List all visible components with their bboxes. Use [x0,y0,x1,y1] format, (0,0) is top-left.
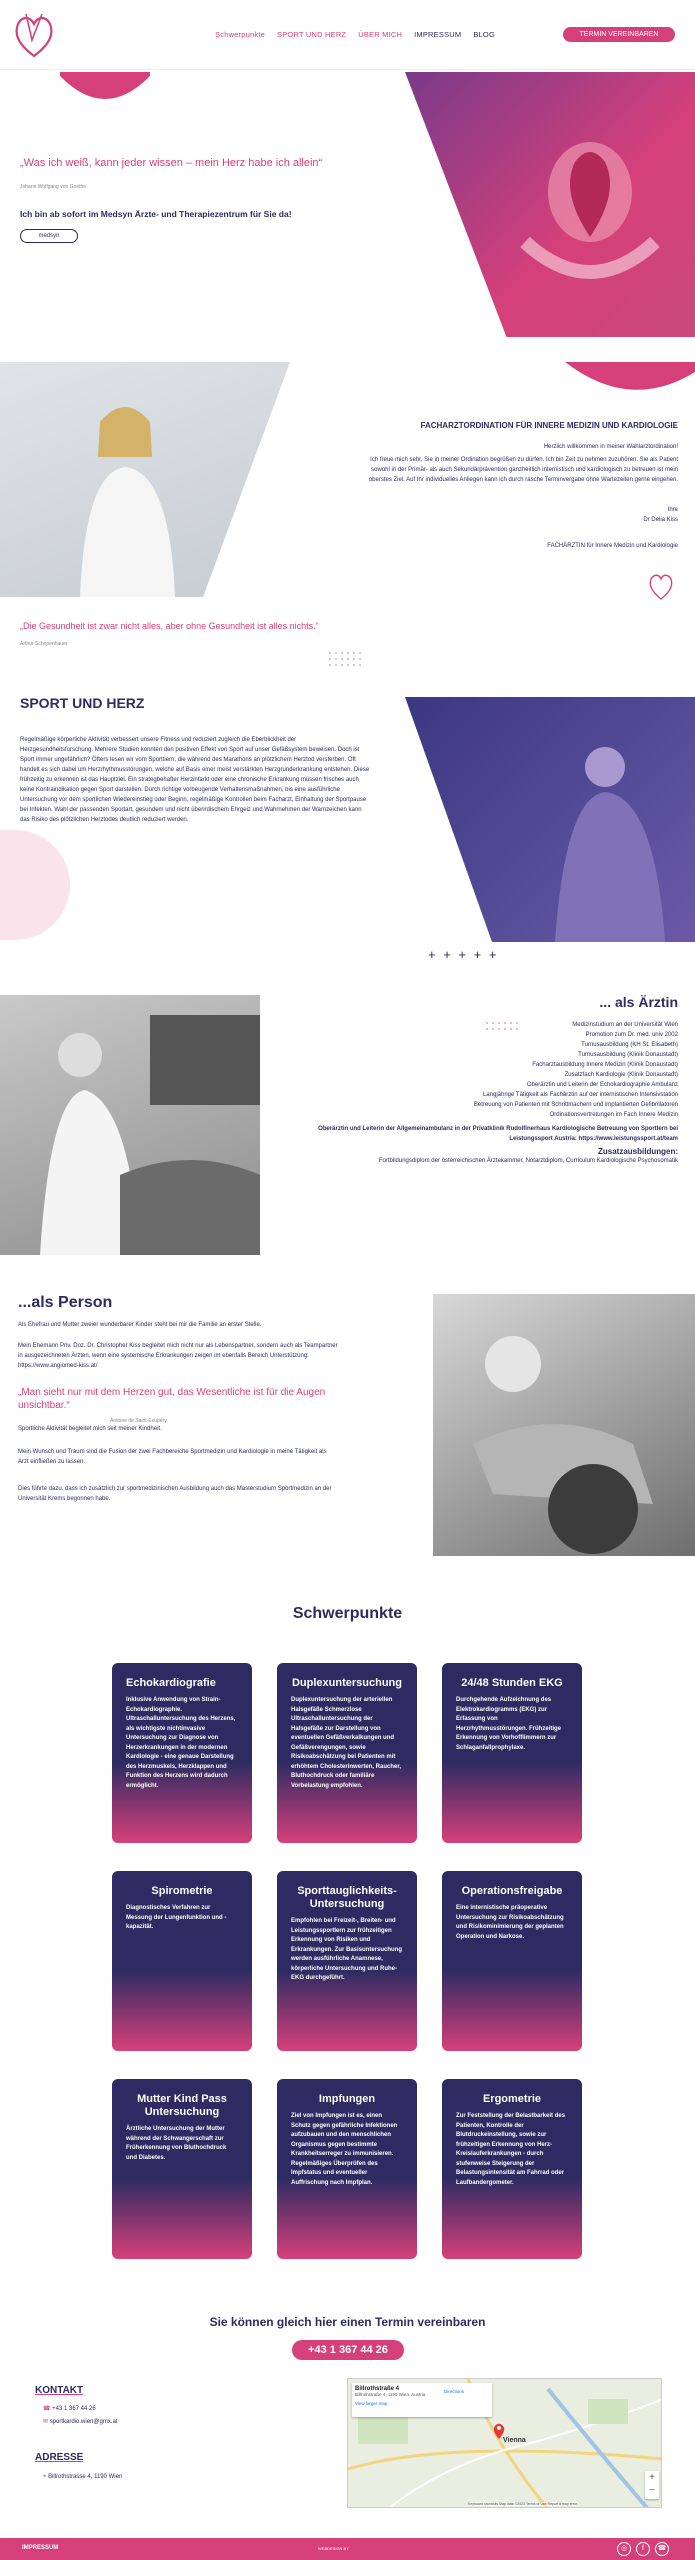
doctor-current-position[interactable]: Oberärztin und Leiterin der Allgemeinambulanz in der Privatklinik Rudolfinerhaus Kardiologische Betreuung von Sportlern bei Leistungssport Austria: https://www.leistungssport.at/team [318,1126,678,1142]
location-pin-icon: ⌖ [43,2474,47,2480]
map-marker-icon[interactable] [493,2423,505,2439]
top-navigation [0,0,695,70]
career-line: Oberärztin und Leiterin der Echokardiographie Ambulanz [526,1082,678,1088]
athlete-icon [405,697,695,942]
intro-role: FACHÄRZTIN für Innere Medizin und Kardiologie [547,543,678,549]
focus-card[interactable] [277,1871,417,2051]
nav-item-schwerpunkte[interactable]: Schwerpunkte [215,30,266,39]
address-row [43,2474,122,2481]
appointment-heading: Sie können gleich hier einen Termin vereinbaren [209,2315,486,2329]
contact-email[interactable]: sportkardio.wien@gmx.at [49,2419,118,2425]
doctor-portrait-photo [0,362,290,597]
focus-card-title: Ergometrie [482,2093,542,2105]
focus-card-title: Impfungen [318,2093,376,2105]
focus-card-text: Durchgehende Aufzeichnung des Elektrokardiogramms (EKG) zur Erfassung von Herzrhythmusstörungen. Frühzeitige Erkennung von Vorhofflimmern zur Schlaganfallprophylaxe. [456,1697,562,1751]
zoom-out-icon[interactable]: − [649,2485,655,2496]
intro-text: Ich freue mich sehr, Sie in meiner Ordination begrüßen zu dürfen. Ich bin Zeit zu nehmen zuzuhören. Sie als Patient sowohl in der Primär- als auch Sekundärprävention ganzheitlich internistisch und kardiologisch zu betreuen ist mein oberstes Ziel. Auf Ihr individuelles Anliegen kann ich durch rasche Terminvergabe ohne Wartezeiten gerne eingehen. [368,457,678,483]
person-p4: Mein Wunsch und Traum sind die Fusion der zwei Fachbereiche Sportmedizin und Kardiologie in meine Tätigkeit als Arzt einfließen zu lassen. [18,1449,327,1465]
focus-card[interactable] [442,1871,582,2051]
address-heading: ADRESSE [35,2452,84,2463]
sport-heading: SPORT UND HERZ [20,695,145,711]
person-p2[interactable]: Mein Ehemann Priv. Doz. Dr. Christopher Kiss begleitet mich nicht nur als Lebenspartner, sondern auch als Teampartner in ausgezeichneten Ärzten, wenn eine systemische Erkrankungen zeigen im ebenfalls Bereich Unterstützung: https://www.angiomed-kiss.at/ [18,1343,338,1369]
map-larger-link[interactable]: View larger map [355,2401,388,2406]
map-place-address: Billrothstraße 4, 1190 Wien, Austria [355,2392,426,2397]
focus-card[interactable] [112,1663,252,1843]
focus-card-text: Zur Feststellung der Belastbarkeit des Patienten, Kontrolle der Blutdruckeinstellung, sowie zur frühzeitigen Erkennung von Herz-Kreislauferkrankungen - durch stufenweise Steigerung der Belastungsintensität am Fahrrad oder Laufbandergometer. [456,2113,566,2186]
career-line: Promotion zum Dr. med. univ 2002 [585,1032,678,1038]
hero-quote-author: Johann Wolfgang von Goethe [20,184,87,190]
focus-card-title: Mutter Kind Pass Untersuchung [137,2093,227,2118]
intro-welcome: Herzlich willkommen in meiner Wahlarztordination! [543,444,678,450]
focus-card[interactable] [277,2079,417,2259]
career-line: Betreuung von Patienten mit Schrittmachern und implantierten Defibrillatoren [473,1102,678,1108]
focus-card[interactable] [112,1871,252,2051]
focus-card-title: Duplexuntersuchung [291,1677,402,1689]
intro-name: Dr Delia Kiss [643,517,678,523]
contact-heading: KONTAKT [35,2385,84,2396]
career-line: Medizinstudium an der Universität Wien [572,1022,678,1028]
focus-card-text: Ziel von Impfungen ist es, einen Schutz gegen gefährliche Infektionen aufzubauen und den menschlichen Organismus gegen bestimmte Krankheitserreger zu immunisieren. Regelmäßiges Überprüfen des Impfstatus und eventueller Auffrischung nach Impfplan. [291,2113,398,2186]
footer [0,2538,695,2560]
map-directions-link[interactable]: Directions [444,2389,465,2394]
pink-wave-decoration [60,72,150,104]
footer-impressum-link[interactable]: IMPRESSUM [22,2545,59,2551]
focus-card[interactable] [112,2079,252,2259]
focus-card-text: Ärztliche Untersuchung der Mutter während der Schwangerschaft zur Früherkennung von Bluthochdruck und Diabetes. [126,2126,227,2161]
zoom-in-icon[interactable]: + [649,2472,655,2483]
map-attribution: Keyboard shortcuts Map data ©2023 Terms of Use Report a map error [468,2502,578,2506]
focus-card[interactable] [442,2079,582,2259]
doctor-additional-training-heading: Zusatzausbildungen: [598,1147,678,1156]
book-appointment-button[interactable]: TERMIN VEREINBAREN [563,27,675,42]
phone-icon: ☎ [43,2406,51,2412]
person-fitness-photo [433,1294,695,1556]
heart-logo-small-icon [648,571,674,601]
doctor-heading: ... als Ärztin [599,994,678,1010]
phone-icon[interactable]: ☎ [655,2542,669,2556]
address-text: Billrothstrasse 4, 1190 Wien [48,2474,123,2480]
intro-heading: FACHARZTORDINATION FÜR INNERE MEDIZIN UND KARDIOLOGIE [420,421,678,430]
career-line: Turnusausbildung (KH St. Elisabeth) [581,1042,678,1048]
map-info-card [352,2383,492,2417]
nav-item-impressum[interactable]: IMPRESSUM [414,30,462,39]
heart-logo-icon[interactable] [12,10,56,62]
hero-quote: „Was ich weiß, kann jeder wissen – mein Herz habe ich allein“ [20,157,323,169]
person-quote: „Man sieht nur mit dem Herzen gut, das Wesentliche ist für die Augen unsichtbar.“ [18,1387,326,1411]
doctor-ultrasound-photo [0,995,260,1255]
phone-call-button[interactable]: +43 1 367 44 26 [292,2340,404,2360]
dot-grid-decoration [328,651,368,667]
focus-card-title: Operationsfreigabe [461,1885,563,1897]
medsyn-button[interactable]: medsyn [20,229,78,243]
intro-quote-author: Arthur Schopenhauer [20,641,68,647]
person-p3: Sportliche Aktivität begleitet mich seit meiner Kindheit. [18,1426,162,1432]
hero-subtitle: Ich bin ab sofort im Medsyn Ärzte- und Therapiezentrum für Sie da! [20,209,292,219]
nav-item-ueber-mich[interactable]: ÜBER MICH [358,30,403,39]
nav-item-blog[interactable]: BLOG [473,30,495,39]
heart-hands-icon [405,72,695,337]
focus-card-title: Echokardiografie [126,1677,216,1689]
sport-text: Regelmäßige körperliche Aktivität verbessert unsere Fitness und reduziert zugleich die Eberblickheit der Herzgesundheitsforschung. Mehrere Studien konnten den positiven Effekt von Sport auf unser Gefäßsystem beweisen. Doch ist Sport immer ungefährlich? Öfters lesen wir vom Sporttiern, die während des Marathons an plötzlichem Herztod versterben. Oft handelt es sich dabei um Herzrhythmusstörungen, welche auf Basis einer meist verstärkten Herzgrunderkrankung entstehen. Diese frühzeitig zu erkennen ist das Hauptziel. Ein strategbehafter Herzinfarkt oder eine chronische Erkrankung müssen frisches auch keine Kontraindikation gegen Sport darstellen. Durch richtige vorbeugende Verhaltensmaßnahmen, bis eine ausführliche Untersuchung vor dem sportlichen Wiedereinstieg oder Beginn, regelmäßige Kontrollen beim Facharzt, Einhaltung der Sportpause bei Infekten. Wahl der passenden Sportart, gesundem und nicht überirdischem Ehrgeiz und Wahrnehmen der Warnzeichen kann das Risiko des plötzlichen Herztodes deutlich reduziert werden. [20,737,370,823]
doctor-at-work-icon [0,995,260,1255]
focus-card-title: Sporttauglichkeits-Untersuchung [297,1885,397,1910]
footer-webdesign-credit[interactable]: WEBDESIGN BY [318,2546,349,2551]
mail-icon: ✉ [43,2419,49,2425]
contact-phone[interactable]: +43 1 367 44 26 [52,2406,96,2412]
focus-card-text: Diagnostisches Verfahren zur Messung der Lungenfunktion und -kapazität. [126,1905,227,1930]
focus-card[interactable] [277,1663,417,1843]
contact-email-row[interactable] [43,2418,118,2425]
intro-sign: Ihre [667,507,678,513]
focus-card-text: Duplexuntersuchung der arteriellen Halsgefäße Schmerzlose Ultraschalluntersuchung der Halsgefäße zur Darstellung von eventuellen Gefäßverkalkungen und Gefäßverengungen, sowie Risikoabschätzung bei Patienten mit erhöhtem Cholesterinwerten, Raucher, Bluthochdruck oder familiäre Vorbelastung empfohlen. [291,1697,402,1789]
career-line: Langjährige Tätigkeit als Fachärztin auf der internistischen Intensivstation [483,1092,678,1098]
sport-athlete-image [405,697,695,942]
person-p5: Dies führte dazu, dass ich zusätzlich zur sportmedizinischen Ausbildung auch das Masterstudium Sportmedizin an der Universität Krems begonnen habe. [18,1486,332,1502]
map-city-label: Vienna [503,2437,526,2444]
map-place-name: Billrothstraße 4 [355,2386,400,2392]
facebook-icon[interactable]: f [636,2542,650,2556]
focus-card-text: Empfohlen bei Freizeit-, Breiten- und Leistungssportlern zur frühzeitigen Erkennung von Risiken und Erkrankungen. Zur Basisuntersuchung werden ausführliche Anamnese, körperliche Untersuchung und Ruhe-EKG durchgeführt. [291,1918,403,1981]
focus-card-text: Eine internistische präoperative Untersuchung zur Risikoabschätzung und Risikominimierung der geplanten Operation und Narkose. [456,1905,564,1940]
hero-heart-image [405,72,695,337]
nav-item-sport-und-herz[interactable]: SPORT UND HERZ [277,30,347,39]
plus-decoration: + + + + + [428,947,499,962]
person-p1: Als Ehefrau und Mutter zweier wunderbarer Kinder steht bei mir die Familie an erster Stelle. [18,1322,262,1328]
google-map[interactable] [347,2378,662,2508]
focus-card[interactable] [442,1663,582,1843]
focus-card-title: 24/48 Stunden EKG [461,1677,563,1689]
doctor-additional-training: Fortbildungsdiplom der österreichischen Ärztekammer, Notarztdiplom, Curriculum Kardiologische Psychosomatik [378,1158,678,1164]
focus-card-title: Spirometrie [151,1885,213,1897]
career-line: Turnusausbildung (Klinik Donaustadt) [578,1052,678,1058]
doctor-career-list [300,1020,678,1166]
instagram-icon[interactable]: ◎ [617,2542,631,2556]
person-heading: ...als Person [18,1294,113,1311]
woman-exercising-icon [433,1294,695,1556]
nav-links [215,30,495,39]
career-line: Facharztausbildung Innere Medizin (Klinik Donaustadt) [532,1062,678,1068]
footer-social-icons [617,2542,669,2556]
contact-phone-row[interactable] [43,2405,96,2412]
career-line: Zusatzfach Kardiologie (Klinik Donaustadt) [564,1072,678,1078]
pink-blob-decoration [0,830,70,940]
doctor-portrait-icon [0,362,290,597]
person-quote-author: Antoine de Saint-Exupéry [110,1418,167,1424]
career-line: Ordinationsvertretungen im Fach Innere Medizin [549,1112,678,1118]
intro-quote: „Die Gesundheit ist zwar nicht alles, aber ohne Gesundheit ist alles nichts.“ [20,621,319,631]
map-zoom-controls[interactable] [645,2471,659,2499]
focus-card-text: Inklusive Anwendung von Strain-Echokardiographie. Ultraschalluntersuchung des Herzens, als wichtigste nichtinvasive Untersuchung zur Diagnose von Herzerkrankungen in der modernen Kardiologie - eine genaue Darstellung des Herzmuskels, Herzklappen und Funktion des Herzens wird dadurch ermöglicht. [126,1697,236,1789]
pink-wave-decoration-2 [565,362,695,397]
focus-heading: Schwerpunkte [292,1605,403,1622]
